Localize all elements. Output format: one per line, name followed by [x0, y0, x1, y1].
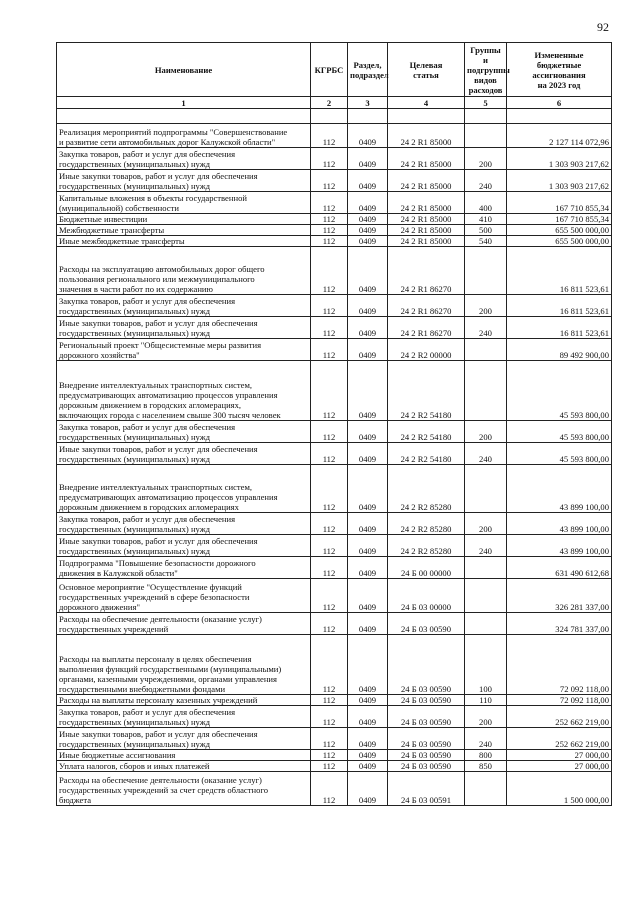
- row-amount-cell: 45 593 800,00: [507, 421, 612, 443]
- row-section-cell: 0409: [348, 361, 388, 421]
- row-amount-cell: 1 303 903 217,62: [507, 170, 612, 192]
- row-target-cell: 24 Б 03 00590: [388, 706, 465, 728]
- row-name-cell: Иные закупки товаров, работ и услуг для обеспечения государственных (муниципальных) нужд: [57, 728, 311, 750]
- column-number: 6: [507, 97, 612, 109]
- row-kgrbs-cell: 112: [311, 236, 348, 247]
- row-target-cell: 24 2 R1 85000: [388, 225, 465, 236]
- row-group-cell: 240: [465, 535, 507, 557]
- row-target-cell: 24 Б 00 00000: [388, 557, 465, 579]
- row-target-cell: 24 2 R2 54180: [388, 361, 465, 421]
- header-name: Наименование: [57, 43, 311, 97]
- table-row: [57, 247, 612, 295]
- table-row: [57, 148, 612, 170]
- row-kgrbs-cell: 112: [311, 706, 348, 728]
- row-amount-cell: 16 811 523,61: [507, 317, 612, 339]
- table-row: [57, 361, 612, 421]
- row-target-cell: 24 2 R2 85280: [388, 465, 465, 513]
- column-number: 1: [57, 97, 311, 109]
- row-amount-cell: 89 492 900,00: [507, 339, 612, 361]
- row-section-cell: 0409: [348, 295, 388, 317]
- row-name-cell: Иные закупки товаров, работ и услуг для обеспечения государственных (муниципальных) нужд: [57, 317, 311, 339]
- row-amount-cell: 2 127 114 072,96: [507, 124, 612, 148]
- row-target-cell: 24 2 R1 85000: [388, 214, 465, 225]
- row-amount-cell: 655 500 000,00: [507, 225, 612, 236]
- row-section-cell: 0409: [348, 613, 388, 635]
- header-target: Целевая статья: [388, 43, 465, 97]
- row-kgrbs-cell: 112: [311, 339, 348, 361]
- row-section-cell: 0409: [348, 421, 388, 443]
- table-row: [57, 579, 612, 613]
- row-kgrbs-cell: 112: [311, 295, 348, 317]
- table-row: [57, 706, 612, 728]
- row-group-cell: [465, 557, 507, 579]
- table-row: [57, 339, 612, 361]
- row-amount-cell: 167 710 855,34: [507, 214, 612, 225]
- row-group-cell: 400: [465, 192, 507, 214]
- row-target-cell: 24 Б 03 00590: [388, 750, 465, 761]
- row-name-cell: Подпрограмма "Повышение безопасности дорожного движения в Калужской области": [57, 557, 311, 579]
- row-amount-cell: 326 281 337,00: [507, 579, 612, 613]
- row-section-cell: 0409: [348, 579, 388, 613]
- table-row: [57, 761, 612, 772]
- row-kgrbs-cell: 112: [311, 695, 348, 706]
- table-row: [57, 465, 612, 513]
- row-kgrbs-cell: 112: [311, 192, 348, 214]
- spacer-row: [57, 109, 612, 124]
- row-target-cell: 24 Б 03 00590: [388, 761, 465, 772]
- row-name-cell: Расходы на обеспечение деятельности (оказание услуг) государственных учреждений за счет средств областного бюджета: [57, 772, 311, 806]
- row-name-cell: Закупка товаров, работ и услуг для обеспечения государственных (муниципальных) нужд: [57, 421, 311, 443]
- table-row: [57, 236, 612, 247]
- row-name-cell: Внедрение интеллектуальных транспортных систем, предусматривающих автоматизацию процессов управления дорожным движением в городских агломерациях, включающих города с населением свыше 300 тысяч человек: [57, 361, 311, 421]
- row-target-cell: 24 Б 03 00591: [388, 772, 465, 806]
- row-group-cell: 500: [465, 225, 507, 236]
- row-kgrbs-cell: 112: [311, 557, 348, 579]
- table-row: [57, 535, 612, 557]
- row-amount-cell: 655 500 000,00: [507, 236, 612, 247]
- row-group-cell: [465, 247, 507, 295]
- table-row: [57, 613, 612, 635]
- row-kgrbs-cell: 112: [311, 750, 348, 761]
- row-kgrbs-cell: 112: [311, 247, 348, 295]
- row-section-cell: 0409: [348, 761, 388, 772]
- row-target-cell: 24 2 R1 86270: [388, 247, 465, 295]
- row-target-cell: 24 Б 03 00590: [388, 635, 465, 695]
- row-group-cell: 240: [465, 728, 507, 750]
- row-amount-cell: 72 092 118,00: [507, 635, 612, 695]
- table-row: [57, 750, 612, 761]
- row-group-cell: [465, 361, 507, 421]
- row-amount-cell: 16 811 523,61: [507, 247, 612, 295]
- row-section-cell: 0409: [348, 170, 388, 192]
- row-name-cell: Основное мероприятие "Осуществление функций государственных учреждений в сфере безопасности дорожного движения": [57, 579, 311, 613]
- row-kgrbs-cell: 112: [311, 535, 348, 557]
- row-target-cell: 24 2 R2 54180: [388, 421, 465, 443]
- column-number: 2: [311, 97, 348, 109]
- table-row: [57, 635, 612, 695]
- row-amount-cell: 1 500 000,00: [507, 772, 612, 806]
- header-groups: Группы и подгруппы видов расходов: [465, 43, 507, 97]
- row-amount-cell: 43 899 100,00: [507, 465, 612, 513]
- row-kgrbs-cell: 112: [311, 225, 348, 236]
- row-section-cell: 0409: [348, 750, 388, 761]
- row-name-cell: Закупка товаров, работ и услуг для обеспечения государственных (муниципальных) нужд: [57, 706, 311, 728]
- row-section-cell: 0409: [348, 225, 388, 236]
- row-group-cell: 240: [465, 170, 507, 192]
- row-section-cell: 0409: [348, 635, 388, 695]
- row-target-cell: 24 2 R1 85000: [388, 236, 465, 247]
- table-row: [57, 443, 612, 465]
- column-number: 4: [388, 97, 465, 109]
- row-name-cell: Реализация мероприятий подпрограммы "Совершенствование и развитие сети автомобильных дорог Калужской области": [57, 124, 311, 148]
- row-target-cell: 24 2 R1 86270: [388, 317, 465, 339]
- row-amount-cell: 252 662 219,00: [507, 706, 612, 728]
- row-section-cell: 0409: [348, 465, 388, 513]
- budget-table: [56, 42, 612, 806]
- row-kgrbs-cell: 112: [311, 635, 348, 695]
- row-group-cell: 240: [465, 317, 507, 339]
- row-kgrbs-cell: 112: [311, 124, 348, 148]
- row-amount-cell: 45 593 800,00: [507, 361, 612, 421]
- row-amount-cell: 43 899 100,00: [507, 535, 612, 557]
- row-kgrbs-cell: 112: [311, 148, 348, 170]
- row-group-cell: 200: [465, 513, 507, 535]
- row-kgrbs-cell: 112: [311, 421, 348, 443]
- row-section-cell: 0409: [348, 247, 388, 295]
- row-group-cell: 200: [465, 421, 507, 443]
- row-group-cell: [465, 772, 507, 806]
- row-section-cell: 0409: [348, 557, 388, 579]
- row-amount-cell: 16 811 523,61: [507, 295, 612, 317]
- row-group-cell: [465, 124, 507, 148]
- table-row: [57, 421, 612, 443]
- row-section-cell: 0409: [348, 317, 388, 339]
- row-kgrbs-cell: 112: [311, 772, 348, 806]
- row-section-cell: 0409: [348, 124, 388, 148]
- row-target-cell: 24 Б 03 00590: [388, 728, 465, 750]
- row-section-cell: 0409: [348, 236, 388, 247]
- row-kgrbs-cell: 112: [311, 170, 348, 192]
- row-section-cell: 0409: [348, 513, 388, 535]
- row-amount-cell: 324 781 337,00: [507, 613, 612, 635]
- row-name-cell: Капитальные вложения в объекты государственной (муниципальной) собственности: [57, 192, 311, 214]
- row-group-cell: 200: [465, 295, 507, 317]
- row-group-cell: 540: [465, 236, 507, 247]
- row-kgrbs-cell: 112: [311, 443, 348, 465]
- table-row: [57, 214, 612, 225]
- row-group-cell: 200: [465, 148, 507, 170]
- column-number-row: [57, 97, 612, 109]
- row-name-cell: Расходы на выплаты персоналу в целях обеспечения выполнения функций государственными (муниципальными) органами, казенными учреждениями, органами управления государственными внебюджетными фондами: [57, 635, 311, 695]
- table-row: [57, 728, 612, 750]
- row-amount-cell: 27 000,00: [507, 761, 612, 772]
- row-name-cell: Межбюджетные трансферты: [57, 225, 311, 236]
- row-group-cell: 200: [465, 706, 507, 728]
- table-row: [57, 170, 612, 192]
- row-amount-cell: 1 303 903 217,62: [507, 148, 612, 170]
- row-name-cell: Уплата налогов, сборов и иных платежей: [57, 761, 311, 772]
- table-row: [57, 225, 612, 236]
- row-group-cell: 110: [465, 695, 507, 706]
- row-section-cell: 0409: [348, 706, 388, 728]
- row-name-cell: Бюджетные инвестиции: [57, 214, 311, 225]
- row-group-cell: 100: [465, 635, 507, 695]
- table-row: [57, 317, 612, 339]
- row-name-cell: Закупка товаров, работ и услуг для обеспечения государственных (муниципальных) нужд: [57, 148, 311, 170]
- page-number: 92: [597, 20, 609, 34]
- header-kgrbs: КГРБС: [311, 43, 348, 97]
- row-target-cell: 24 2 R1 85000: [388, 148, 465, 170]
- row-name-cell: Закупка товаров, работ и услуг для обеспечения государственных (муниципальных) нужд: [57, 513, 311, 535]
- row-amount-cell: 252 662 219,00: [507, 728, 612, 750]
- row-kgrbs-cell: 112: [311, 361, 348, 421]
- row-amount-cell: 72 092 118,00: [507, 695, 612, 706]
- row-name-cell: Иные закупки товаров, работ и услуг для обеспечения государственных (муниципальных) нужд: [57, 170, 311, 192]
- row-name-cell: Расходы на выплаты персоналу казенных учреждений: [57, 695, 311, 706]
- table-row: [57, 295, 612, 317]
- row-section-cell: 0409: [348, 535, 388, 557]
- row-group-cell: 800: [465, 750, 507, 761]
- column-number: 5: [465, 97, 507, 109]
- header-section: Раздел, подраздел: [348, 43, 388, 97]
- row-kgrbs-cell: 112: [311, 317, 348, 339]
- row-group-cell: 410: [465, 214, 507, 225]
- row-target-cell: 24 2 R2 85280: [388, 535, 465, 557]
- row-kgrbs-cell: 112: [311, 513, 348, 535]
- header-row: [57, 43, 612, 97]
- row-target-cell: 24 2 R1 85000: [388, 192, 465, 214]
- row-amount-cell: 27 000,00: [507, 750, 612, 761]
- table-row: [57, 695, 612, 706]
- row-name-cell: Внедрение интеллектуальных транспортных систем, предусматривающих автоматизацию процессов управления дорожным движением в городских агломерациях: [57, 465, 311, 513]
- row-group-cell: [465, 579, 507, 613]
- row-section-cell: 0409: [348, 695, 388, 706]
- row-target-cell: 24 2 R2 54180: [388, 443, 465, 465]
- row-amount-cell: 45 593 800,00: [507, 443, 612, 465]
- row-target-cell: 24 2 R2 85280: [388, 513, 465, 535]
- row-target-cell: 24 Б 03 00590: [388, 695, 465, 706]
- budget-rows: [57, 124, 612, 806]
- table-row: [57, 772, 612, 806]
- row-section-cell: 0409: [348, 214, 388, 225]
- row-group-cell: [465, 339, 507, 361]
- row-name-cell: Региональный проект "Общесистемные меры развития дорожного хозяйства": [57, 339, 311, 361]
- table-row: [57, 513, 612, 535]
- row-kgrbs-cell: 112: [311, 465, 348, 513]
- row-name-cell: Иные закупки товаров, работ и услуг для обеспечения государственных (муниципальных) нужд: [57, 535, 311, 557]
- row-kgrbs-cell: 112: [311, 613, 348, 635]
- row-section-cell: 0409: [348, 728, 388, 750]
- row-target-cell: 24 Б 03 00590: [388, 613, 465, 635]
- row-section-cell: 0409: [348, 148, 388, 170]
- row-target-cell: 24 Б 03 00000: [388, 579, 465, 613]
- table-row: [57, 557, 612, 579]
- row-group-cell: 240: [465, 443, 507, 465]
- row-target-cell: 24 2 R1 85000: [388, 170, 465, 192]
- row-group-cell: 850: [465, 761, 507, 772]
- table-row: [57, 124, 612, 148]
- row-name-cell: Иные бюджетные ассигнования: [57, 750, 311, 761]
- row-section-cell: 0409: [348, 192, 388, 214]
- row-target-cell: 24 2 R2 00000: [388, 339, 465, 361]
- row-name-cell: Расходы на эксплуатацию автомобильных дорог общего пользования регионального или межмуниципального значения в части работ по их содержанию: [57, 247, 311, 295]
- row-name-cell: Закупка товаров, работ и услуг для обеспечения государственных (муниципальных) нужд: [57, 295, 311, 317]
- row-target-cell: 24 2 R1 86270: [388, 295, 465, 317]
- row-target-cell: 24 2 R1 85000: [388, 124, 465, 148]
- row-kgrbs-cell: 112: [311, 728, 348, 750]
- row-kgrbs-cell: 112: [311, 579, 348, 613]
- table-row: [57, 192, 612, 214]
- column-number: 3: [348, 97, 388, 109]
- row-kgrbs-cell: 112: [311, 214, 348, 225]
- row-name-cell: Расходы на обеспечение деятельности (оказание услуг) государственных учреждений: [57, 613, 311, 635]
- row-name-cell: Иные закупки товаров, работ и услуг для обеспечения государственных (муниципальных) нужд: [57, 443, 311, 465]
- row-amount-cell: 631 490 612,68: [507, 557, 612, 579]
- row-group-cell: [465, 465, 507, 513]
- row-group-cell: [465, 613, 507, 635]
- row-name-cell: Иные межбюджетные трансферты: [57, 236, 311, 247]
- row-section-cell: 0409: [348, 443, 388, 465]
- row-section-cell: 0409: [348, 772, 388, 806]
- header-amount: Измененные бюджетные ассигнования на 2023 год: [507, 43, 612, 97]
- row-amount-cell: 43 899 100,00: [507, 513, 612, 535]
- row-section-cell: 0409: [348, 339, 388, 361]
- row-kgrbs-cell: 112: [311, 761, 348, 772]
- row-amount-cell: 167 710 855,34: [507, 192, 612, 214]
